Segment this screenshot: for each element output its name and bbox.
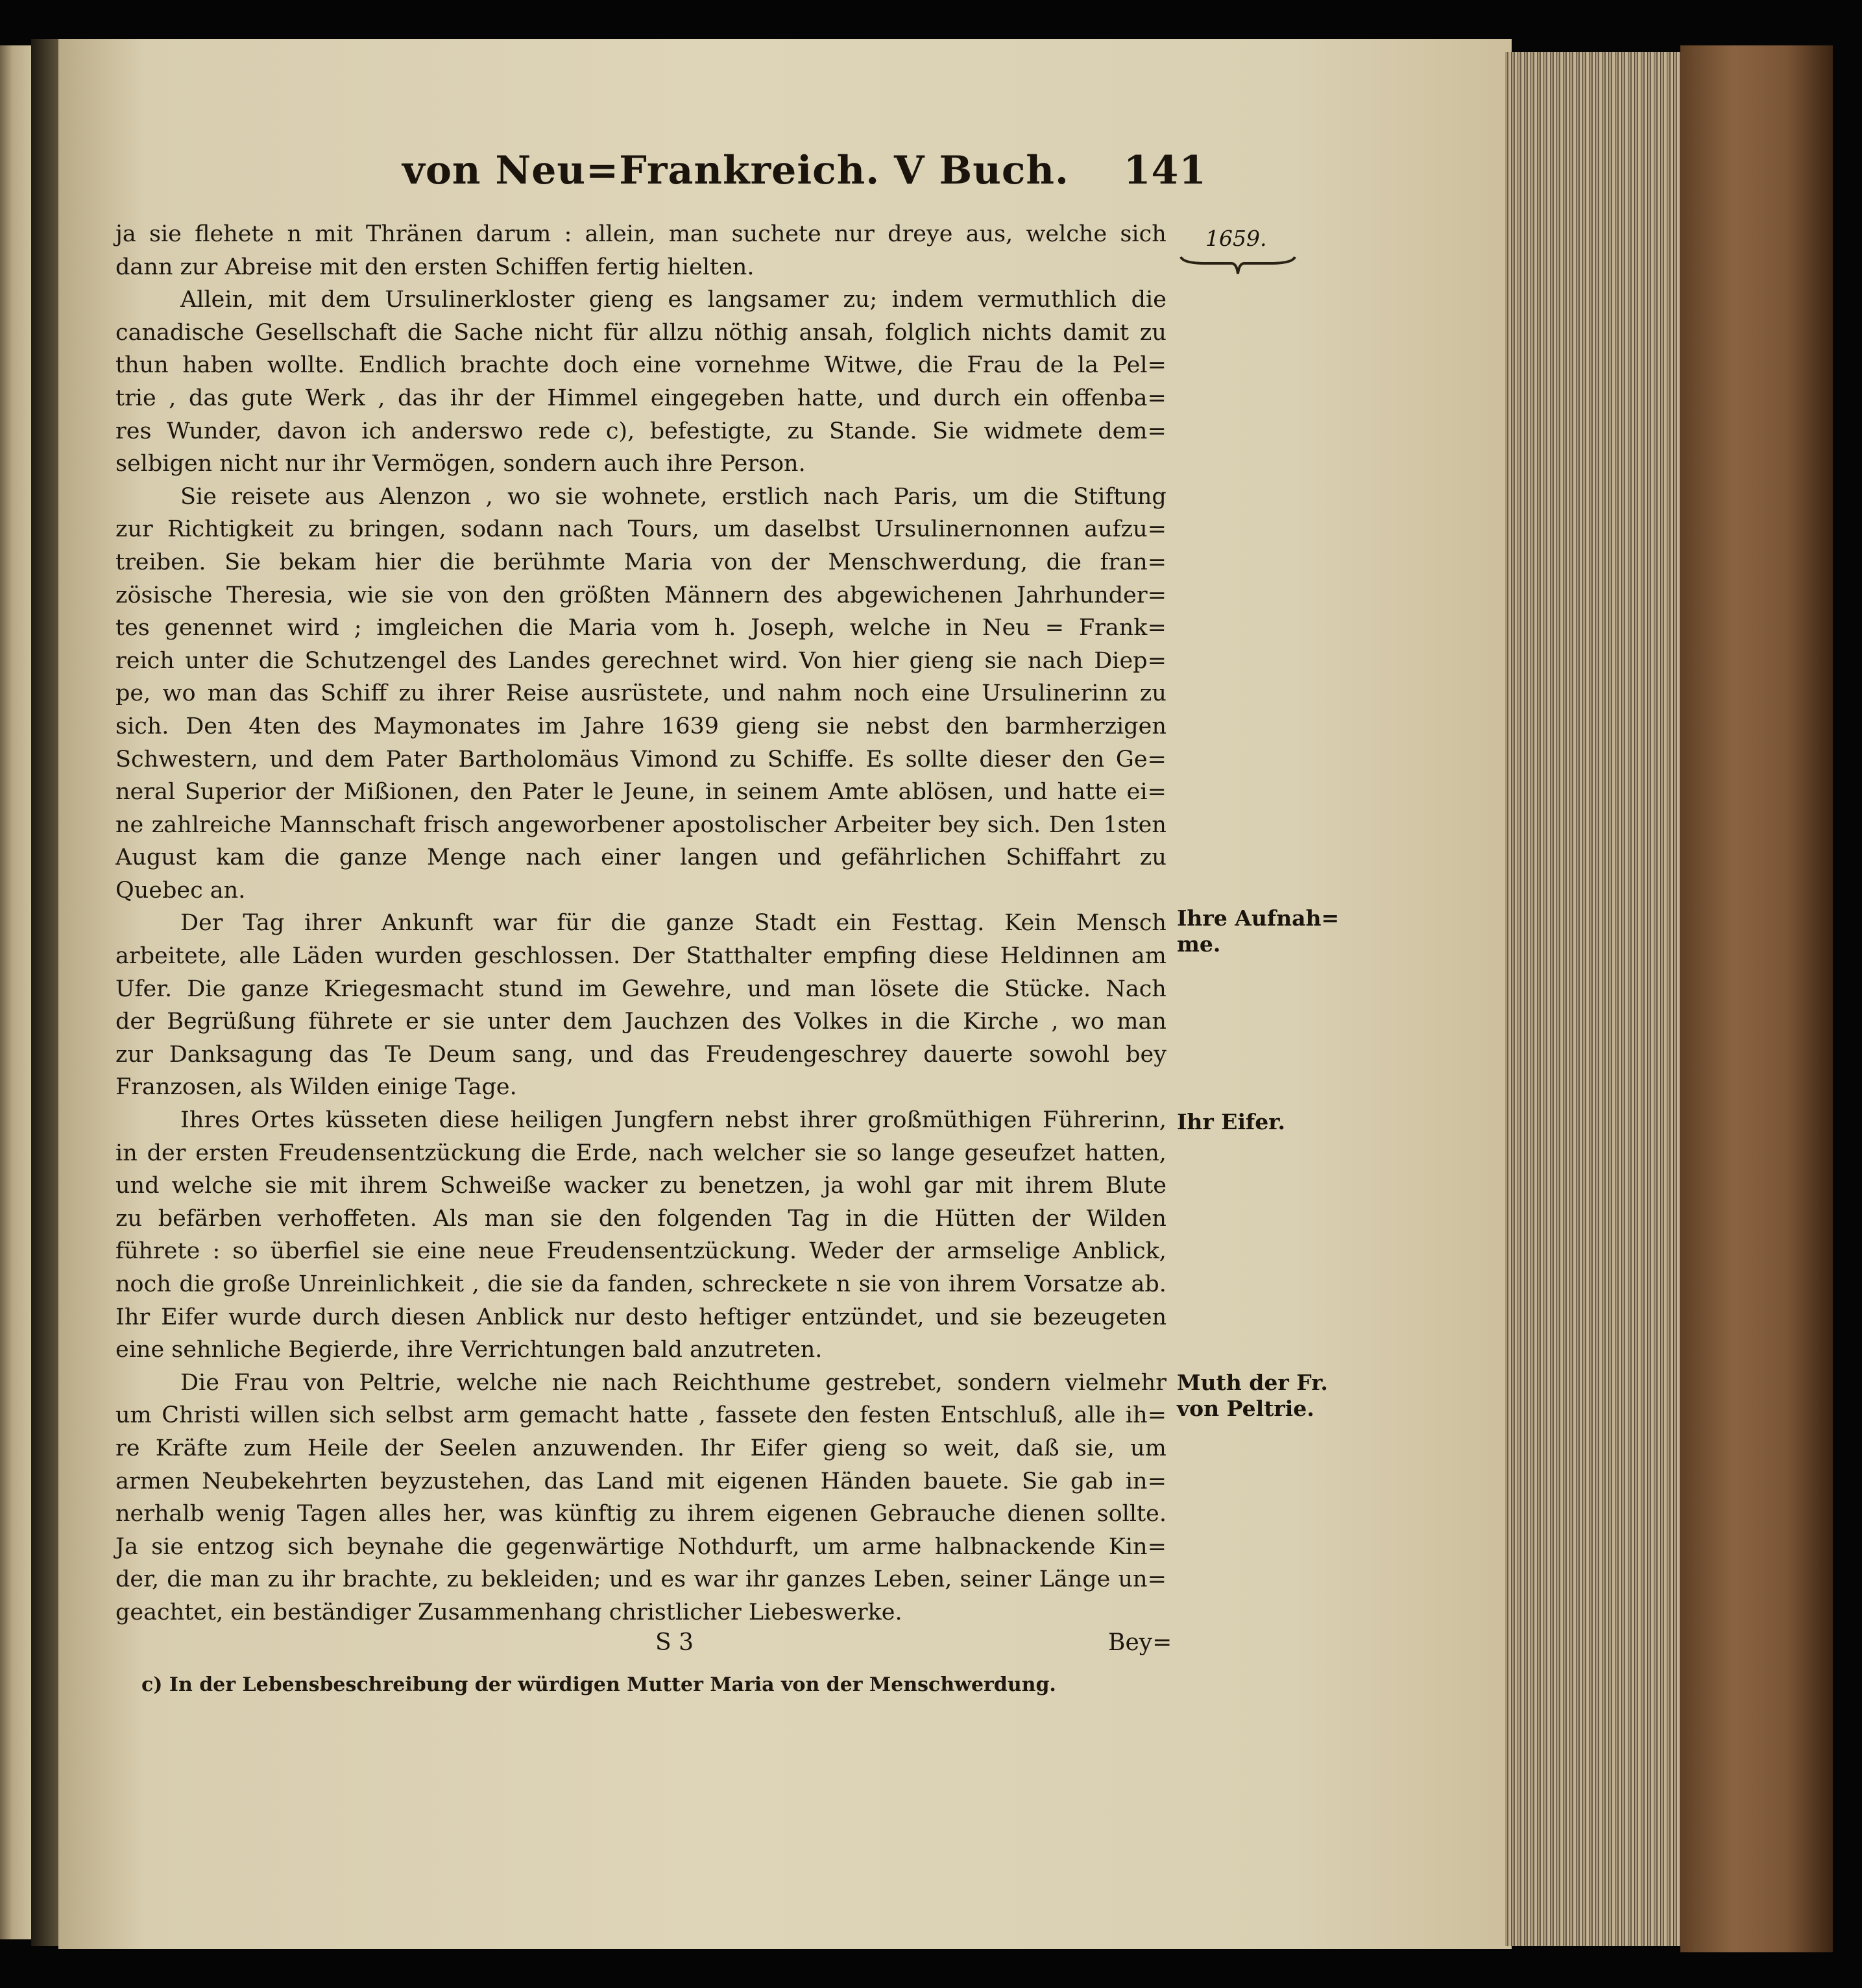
text-line: ne zahlreiche Mannschaft frisch angeworbener apostolischer Arbeiter bey sich. Den 1sten: [115, 811, 1167, 838]
text-line: in der ersten Freudensentzückung die Erde, nach welcher sie so lange geseufzet hatten,: [115, 1140, 1167, 1166]
margin-note-courage-line1: Muth der Fr.: [1177, 1370, 1328, 1395]
catchword: Bey=: [1108, 1629, 1172, 1656]
facing-page-edge: [0, 45, 31, 1939]
text-line: thun haben wollte. Endlich brachte doch eine vornehme Witwe, die Frau de la Pel=: [115, 352, 1167, 379]
margin-year: 1659.: [1205, 226, 1267, 251]
footnote: c) In der Lebensbeschreibung der würdigen Mutter Maria von der Menschwerdung.: [141, 1673, 1056, 1696]
text-line: und welche sie mit ihrem Schweiße wacker zu benetzen, ja wohl gar mit ihrem Blute: [115, 1173, 1167, 1199]
text-line: trie , das gute Werk , das ihr der Himmel eingegeben hatte, und durch ein offenba=: [115, 385, 1167, 411]
running-head-title: von Neu=Frankreich. V Buch.: [402, 148, 1069, 193]
text-line: neral Superior der Mißionen, den Pater le Jeune, in seinem Amte ablösen, und hatte ei=: [115, 779, 1167, 806]
text-line: Ihres Ortes küsseten diese heiligen Jungfern nebst ihrer großmüthigen Führerinn,: [180, 1107, 1167, 1134]
text-line: Schwestern, und dem Pater Bartholomäus Vimond zu Schiffe. Es sollte dieser den Ge=: [115, 746, 1167, 772]
text-line: August kam die ganze Menge nach einer langen und gefährlichen Schiffahrt zu: [115, 844, 1167, 871]
text-line: zu befärben verhoffeten. Als man sie den folgenden Tag in die Hütten der Wilden: [115, 1205, 1167, 1232]
text-line: dann zur Abreise mit den ersten Schiffen fertig hielten.: [115, 254, 755, 280]
text-line: Ufer. Die ganze Kriegesmacht stund im Gewehre, und man lösete die Stücke. Nach: [115, 976, 1167, 1002]
margin-note-arrival-line1: Ihre Aufnah=: [1177, 905, 1340, 931]
text-line: zur Danksagung das Te Deum sang, und das Freudengeschrey dauerte sowohl bey: [115, 1041, 1167, 1068]
text-line: eine sehnliche Begierde, ihre Verrichtungen bald anzutreten.: [115, 1337, 823, 1363]
text-line: canadische Gesellschaft die Sache nicht für allzu nöthig ansah, folglich nichts damit zu: [115, 319, 1167, 346]
text-line: treiben. Sie bekam hier die berühmte Maria von der Menschwerdung, die fran=: [115, 549, 1167, 575]
margin-note-zeal: Ihr Eifer.: [1177, 1109, 1286, 1134]
text-line: Allein, mit dem Ursulinerkloster gieng es langsamer zu; indem vermuthlich die: [180, 287, 1167, 313]
page-number: 141: [1123, 148, 1207, 193]
text-line: geachtet, ein beständiger Zusammenhang christlicher Liebeswerke.: [115, 1599, 902, 1625]
text-line: sich. Den 4ten des Maymonates im Jahre 1639 gieng sie nebst den barmherzigen: [115, 713, 1167, 739]
text-line: Ja sie entzog sich beynahe die gegenwärtige Nothdurft, um arme halbnackende Kin=: [115, 1533, 1167, 1560]
text-line: armen Neubekehrten beyzustehen, das Land mit eigenen Händen bauete. Sie gab in=: [115, 1468, 1167, 1494]
margin-note-arrival-line2: me.: [1177, 931, 1221, 957]
page-block-edges: [1505, 52, 1680, 1946]
text-line: reich unter die Schutzengel des Landes gerechnet wird. Von hier gieng sie nach Diep=: [115, 647, 1167, 674]
text-line: Der Tag ihrer Ankunft war für die ganze Stadt ein Festtag. Kein Mensch: [180, 910, 1167, 937]
body-text: [115, 218, 1167, 1629]
text-line: selbigen nicht nur ihr Vermögen, sondern auch ihre Person.: [115, 451, 806, 477]
text-line: noch die große Unreinlichkeit , die sie da fanden, schreckete n sie von ihrem Vorsatze ab.: [115, 1271, 1167, 1297]
text-line: nerhalb wenig Tagen alles her, was künftig zu ihrem eigenen Gebrauche dienen sollte.: [115, 1501, 1167, 1527]
text-line: um Christi willen sich selbst arm gemacht hatte , fassete den festen Entschluß, alle ih=: [115, 1402, 1167, 1429]
text-line: der, die man zu ihr brachte, zu bekleiden; und es war ihr ganzes Leben, seiner Länge un=: [115, 1566, 1167, 1593]
margin-note-courage-line2: von Peltrie.: [1177, 1396, 1314, 1421]
text-line: re Kräfte zum Heile der Seelen anzuwenden. Ihr Eifer gieng so weit, daß sie, um: [115, 1435, 1167, 1461]
text-line: Quebec an.: [115, 877, 246, 904]
text-line: Ihr Eifer wurde durch diesen Anblick nur desto heftiger entzündet, und sie bezeugeten: [115, 1304, 1167, 1330]
text-line: zösische Theresia, wie sie von den größten Männern des abgewichenen Jahrhunder=: [115, 582, 1167, 608]
text-line: Sie reisete aus Alenzon , wo sie wohnete, erstlich nach Paris, um die Stiftung: [180, 483, 1167, 510]
signature-mark: S 3: [655, 1629, 694, 1656]
text-line: res Wunder, davon ich anderswo rede c), befestigte, zu Stande. Sie widmete dem=: [115, 418, 1167, 444]
text-line: arbeitete, alle Läden wurden geschlossen. Der Statthalter empfing diese Heldinnen am: [115, 943, 1167, 970]
text-line: Franzosen, als Wilden einige Tage.: [115, 1074, 517, 1101]
text-line: tes genennet wird ; imgleichen die Maria vom h. Joseph, welche in Neu = Frank=: [115, 615, 1167, 641]
text-line: zur Richtigkeit zu bringen, sodann nach Tours, um daselbst Ursulinernonnen aufzu=: [115, 516, 1167, 543]
margin-note-courage: [1177, 1370, 1328, 1422]
text-line: ja sie flehete n mit Thränen darum : allein, man suchete nur dreye aus, welche sich: [115, 221, 1167, 247]
text-line: der Begrüßung führete er sie unter dem Jauchzen des Volkes in die Kirche , wo man: [115, 1009, 1167, 1035]
running-head: [402, 148, 1207, 200]
text-line: pe, wo man das Schiff zu ihrer Reise ausrüstete, und nahm noch eine Ursulinerinn zu: [115, 680, 1167, 707]
text-line: Die Frau von Peltrie, welche nie nach Reichthume gestrebet, sondern vielmehr: [180, 1369, 1167, 1396]
year-brace-ornament: [1179, 254, 1296, 276]
text-line: führete : so überfiel sie eine neue Freudensentzückung. Weder der armselige Anblick,: [115, 1238, 1167, 1265]
margin-note-arrival: [1177, 905, 1339, 957]
book-cover: [1680, 45, 1833, 1952]
